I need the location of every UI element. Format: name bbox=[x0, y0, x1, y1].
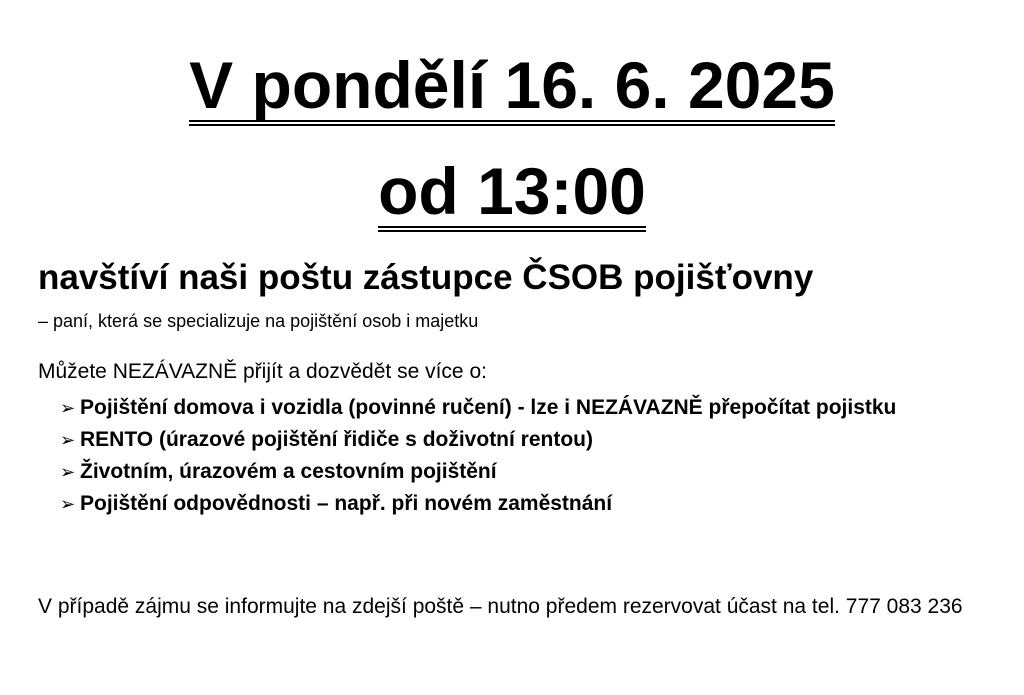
list-item bbox=[60, 392, 896, 424]
list-item-text: Životním, úrazovém a cestovním pojištění bbox=[80, 460, 497, 483]
visit-announcement: navštíví naši poštu zástupce ČSOB pojišťovny bbox=[38, 258, 814, 297]
arrow-bullet-icon: ➢ bbox=[60, 430, 76, 451]
list-item bbox=[60, 488, 896, 520]
list-item bbox=[60, 424, 896, 456]
list-item-text: Pojištění domova i vozidla (povinné ručení) - lze i NEZÁVAZNĚ přepočítat pojistku bbox=[80, 396, 897, 419]
arrow-bullet-icon: ➢ bbox=[60, 398, 76, 419]
headline-time bbox=[0, 154, 1024, 232]
arrow-bullet-icon: ➢ bbox=[60, 462, 76, 483]
arrow-bullet-icon: ➢ bbox=[60, 494, 76, 515]
list-item-text: Pojištění odpovědnosti – např. při novém zaměstnání bbox=[80, 492, 613, 515]
contact-note: V případě zájmu se informujte na zdejší poště – nutno předem rezervovat účast na tel. 777 083 236 bbox=[38, 595, 963, 618]
headline-time-text: od 13:00 bbox=[378, 158, 646, 232]
visit-subtitle: – paní, která se specializuje na pojištění osob i majetku bbox=[38, 311, 479, 331]
topics-list bbox=[60, 392, 896, 520]
headline-date bbox=[0, 48, 1024, 126]
list-item bbox=[60, 456, 896, 488]
intro-text: Můžete NEZÁVAZNĚ přijít a dozvědět se více o: bbox=[38, 360, 487, 383]
list-item-text: RENTO (úrazové pojištění řidiče s doživotní rentou) bbox=[80, 428, 594, 451]
headline-date-text: V pondělí 16. 6. 2025 bbox=[189, 52, 835, 126]
